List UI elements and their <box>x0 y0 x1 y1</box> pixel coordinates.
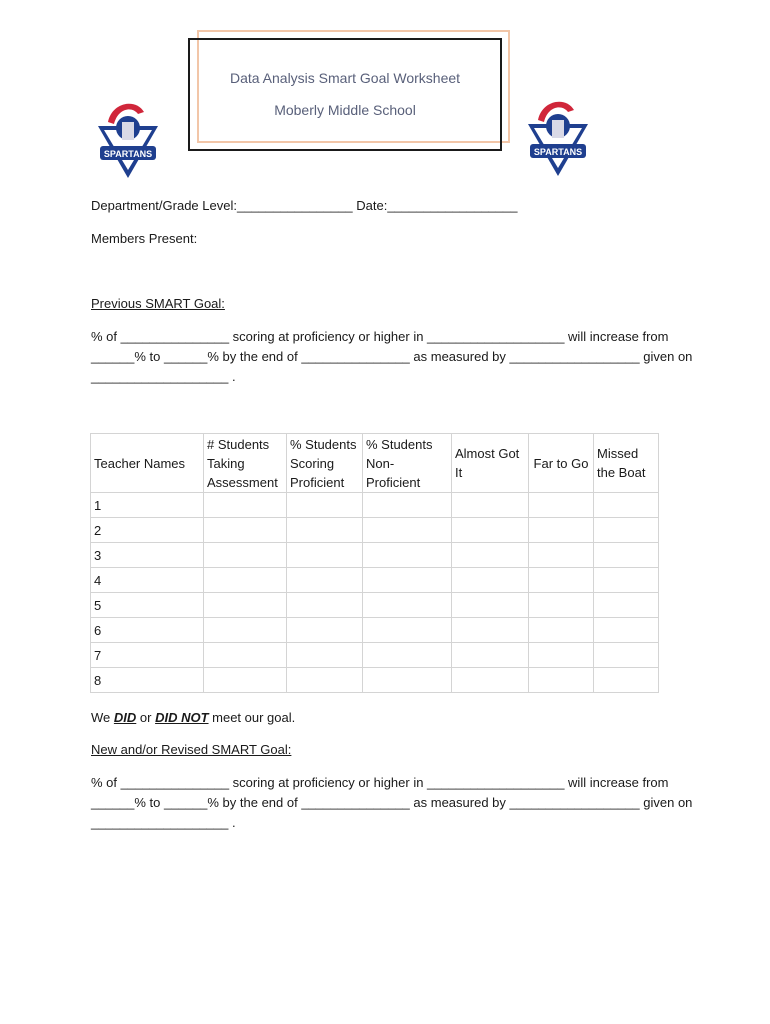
result-did: DID <box>113 710 137 725</box>
title-box <box>188 38 502 151</box>
table-cell <box>529 643 594 668</box>
members-present-label: Members Present: <box>91 231 198 246</box>
row-number: 5 <box>91 593 204 618</box>
table-cell <box>363 618 452 643</box>
table-cell <box>287 643 363 668</box>
table-cell <box>287 618 363 643</box>
table-row <box>91 593 659 618</box>
table-row <box>91 493 659 518</box>
header-students-proficient: % Students Scoring Proficient <box>287 434 363 493</box>
table-cell <box>529 493 594 518</box>
table-cell <box>204 643 287 668</box>
row-number: 3 <box>91 543 204 568</box>
table-cell <box>529 568 594 593</box>
table-cell <box>594 593 659 618</box>
previous-goal-line-1: % of _______________ scoring at proficiency or higher in ___________________ will increase from <box>91 329 669 344</box>
results-table <box>90 433 659 693</box>
spartans-logo-right <box>524 96 592 178</box>
table-cell <box>363 643 452 668</box>
school-name: Moberly Middle School <box>274 102 416 118</box>
table-row <box>91 618 659 643</box>
table-cell <box>594 518 659 543</box>
table-cell <box>452 668 529 693</box>
table-cell <box>363 668 452 693</box>
header-almost-got-it: Almost Got It <box>452 434 529 493</box>
result-did-not: DID NOT <box>155 710 209 725</box>
table-cell <box>594 643 659 668</box>
table-cell <box>452 618 529 643</box>
table-cell <box>452 493 529 518</box>
table-cell <box>363 543 452 568</box>
table-cell <box>363 593 452 618</box>
row-number: 1 <box>91 493 204 518</box>
table-cell <box>363 568 452 593</box>
table-cell <box>594 493 659 518</box>
logo-text: SPARTANS <box>533 147 583 157</box>
table-cell <box>287 543 363 568</box>
table-cell <box>287 493 363 518</box>
table-cell <box>204 568 287 593</box>
row-number: 7 <box>91 643 204 668</box>
table-cell <box>204 618 287 643</box>
row-number: 6 <box>91 618 204 643</box>
table-cell <box>594 543 659 568</box>
new-goal-line-2: ______% to ______% by the end of _______________ as measured by __________________ given on <box>91 795 693 810</box>
new-goal-line-1: % of _______________ scoring at proficiency or higher in ___________________ will increase from <box>91 775 669 790</box>
table-cell <box>594 568 659 593</box>
row-number: 2 <box>91 518 204 543</box>
header-far-to-go: Far to Go <box>529 434 594 493</box>
previous-goal-line-2: ______% to ______% by the end of _______________ as measured by __________________ given on <box>91 349 693 364</box>
worksheet-title: Data Analysis Smart Goal Worksheet <box>229 70 461 86</box>
table-cell <box>594 618 659 643</box>
table-cell <box>363 493 452 518</box>
table-cell <box>452 643 529 668</box>
table-cell <box>529 618 594 643</box>
table-cell <box>287 593 363 618</box>
table-cell <box>529 668 594 693</box>
table-row <box>91 543 659 568</box>
table-cell <box>287 518 363 543</box>
table-cell <box>204 668 287 693</box>
result-prefix: We <box>91 710 114 725</box>
table-cell <box>529 543 594 568</box>
table-cell <box>287 568 363 593</box>
new-goal-line-3: ___________________ . <box>91 815 236 830</box>
table-cell <box>363 518 452 543</box>
table-cell <box>452 518 529 543</box>
table-row <box>91 643 659 668</box>
result-or: or <box>136 710 156 725</box>
table-cell <box>204 518 287 543</box>
table-header-row <box>91 434 659 493</box>
previous-goal-heading: Previous SMART Goal: <box>91 296 225 311</box>
table-row <box>91 568 659 593</box>
header-missed-the-boat: Missed the Boat <box>594 434 659 493</box>
table-cell <box>529 518 594 543</box>
goal-result-line <box>91 710 295 725</box>
department-date-field: Department/Grade Level:________________ Date:__________________ <box>91 198 518 213</box>
row-number: 4 <box>91 568 204 593</box>
table-cell <box>204 593 287 618</box>
spartans-logo-left <box>94 98 162 180</box>
table-cell <box>529 593 594 618</box>
row-number: 8 <box>91 668 204 693</box>
header-students-taking: # Students Taking Assessment <box>204 434 287 493</box>
table-row <box>91 518 659 543</box>
header-teacher-names: Teacher Names <box>91 434 204 493</box>
table-cell <box>452 593 529 618</box>
new-goal-heading: New and/or Revised SMART Goal: <box>91 742 292 757</box>
table-cell <box>452 543 529 568</box>
table-cell <box>594 668 659 693</box>
table-row <box>91 668 659 693</box>
table-cell <box>452 568 529 593</box>
result-suffix: meet our goal. <box>208 710 296 725</box>
logo-text: SPARTANS <box>103 149 153 159</box>
header-students-non-proficient: % Students Non-Proficient <box>363 434 452 493</box>
table-cell <box>204 493 287 518</box>
previous-goal-line-3: ___________________ . <box>91 369 236 384</box>
table-cell <box>287 668 363 693</box>
table-cell <box>204 543 287 568</box>
